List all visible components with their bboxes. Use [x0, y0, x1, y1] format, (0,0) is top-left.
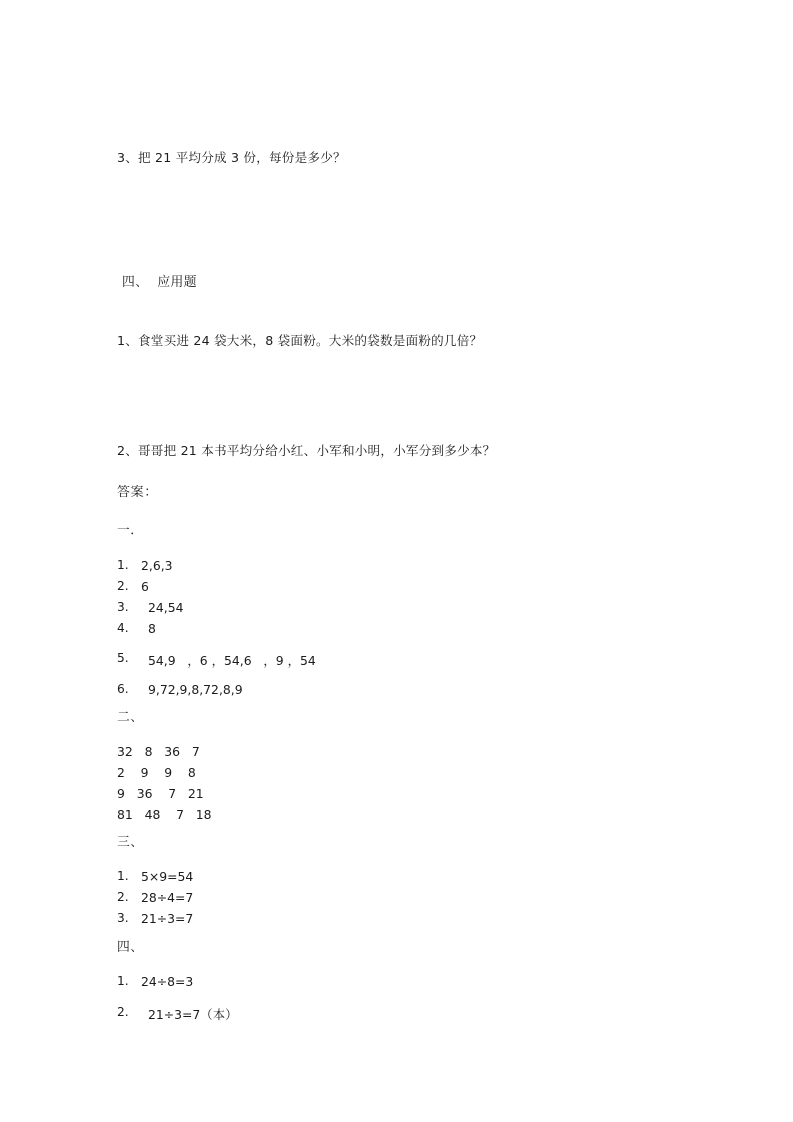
answer-item-value: 21÷3=7	[141, 911, 194, 926]
answer-item-value: 2,6,3	[141, 558, 173, 573]
answer-item-index: 3.	[117, 600, 129, 614]
question-four-item-1: 1、食堂买进 24 袋大米，8 袋面粉。大米的袋数是面粉的几倍？	[117, 333, 483, 348]
answer-item-index: 3.	[117, 911, 129, 925]
answer-item-index: 1.	[117, 869, 129, 883]
answer-grid-row: 81 48 7 18	[117, 807, 212, 822]
answer-item-value: 21÷3=7（本）	[148, 1007, 238, 1022]
answers-label: 答案：	[117, 485, 158, 500]
answer-grid-row: 9 36 7 21	[117, 786, 204, 801]
question-three-item-3: 3、把 21 平均分成 3 份，每份是多少？	[117, 150, 346, 165]
answer-item-index: 2.	[117, 890, 129, 904]
answer-item-value: 8	[148, 621, 156, 636]
answer-grid-row: 32 8 36 7	[117, 744, 200, 759]
section-four-heading: 四、 应用题	[122, 275, 197, 290]
answer-item-value: 6	[141, 579, 149, 594]
answers-group-one-marker: 一．	[117, 523, 144, 538]
answer-grid-row: 2 9 9 8	[117, 765, 196, 780]
answer-item-value: 5×9=54	[141, 869, 194, 884]
answer-item-value: 28÷4=7	[141, 890, 194, 905]
question-four-item-2: 2、哥哥把 21 本书平均分给小红、小军和小明，小军分到多少本？	[117, 443, 496, 458]
answers-group-three-marker: 三、	[117, 835, 144, 850]
answer-item-index: 6.	[117, 682, 129, 696]
answer-item-index: 1.	[117, 974, 129, 988]
answer-item-value: 54,9 ，6 ，54,6 ，9 ，54	[148, 653, 316, 668]
answers-group-two-marker: 二、	[117, 710, 144, 725]
answer-item-index: 4.	[117, 621, 129, 635]
answer-item-value: 24÷8=3	[141, 974, 194, 989]
answer-item-index: 1.	[117, 558, 129, 572]
answer-item-value: 24,54	[148, 600, 184, 615]
answer-item-value: 9,72,9,8,72,8,9	[148, 682, 243, 697]
answers-group-four-marker: 四、	[117, 940, 144, 955]
answer-item-index: 2.	[117, 1005, 129, 1019]
answer-item-index: 2.	[117, 579, 129, 593]
answer-item-index: 5.	[117, 651, 129, 665]
